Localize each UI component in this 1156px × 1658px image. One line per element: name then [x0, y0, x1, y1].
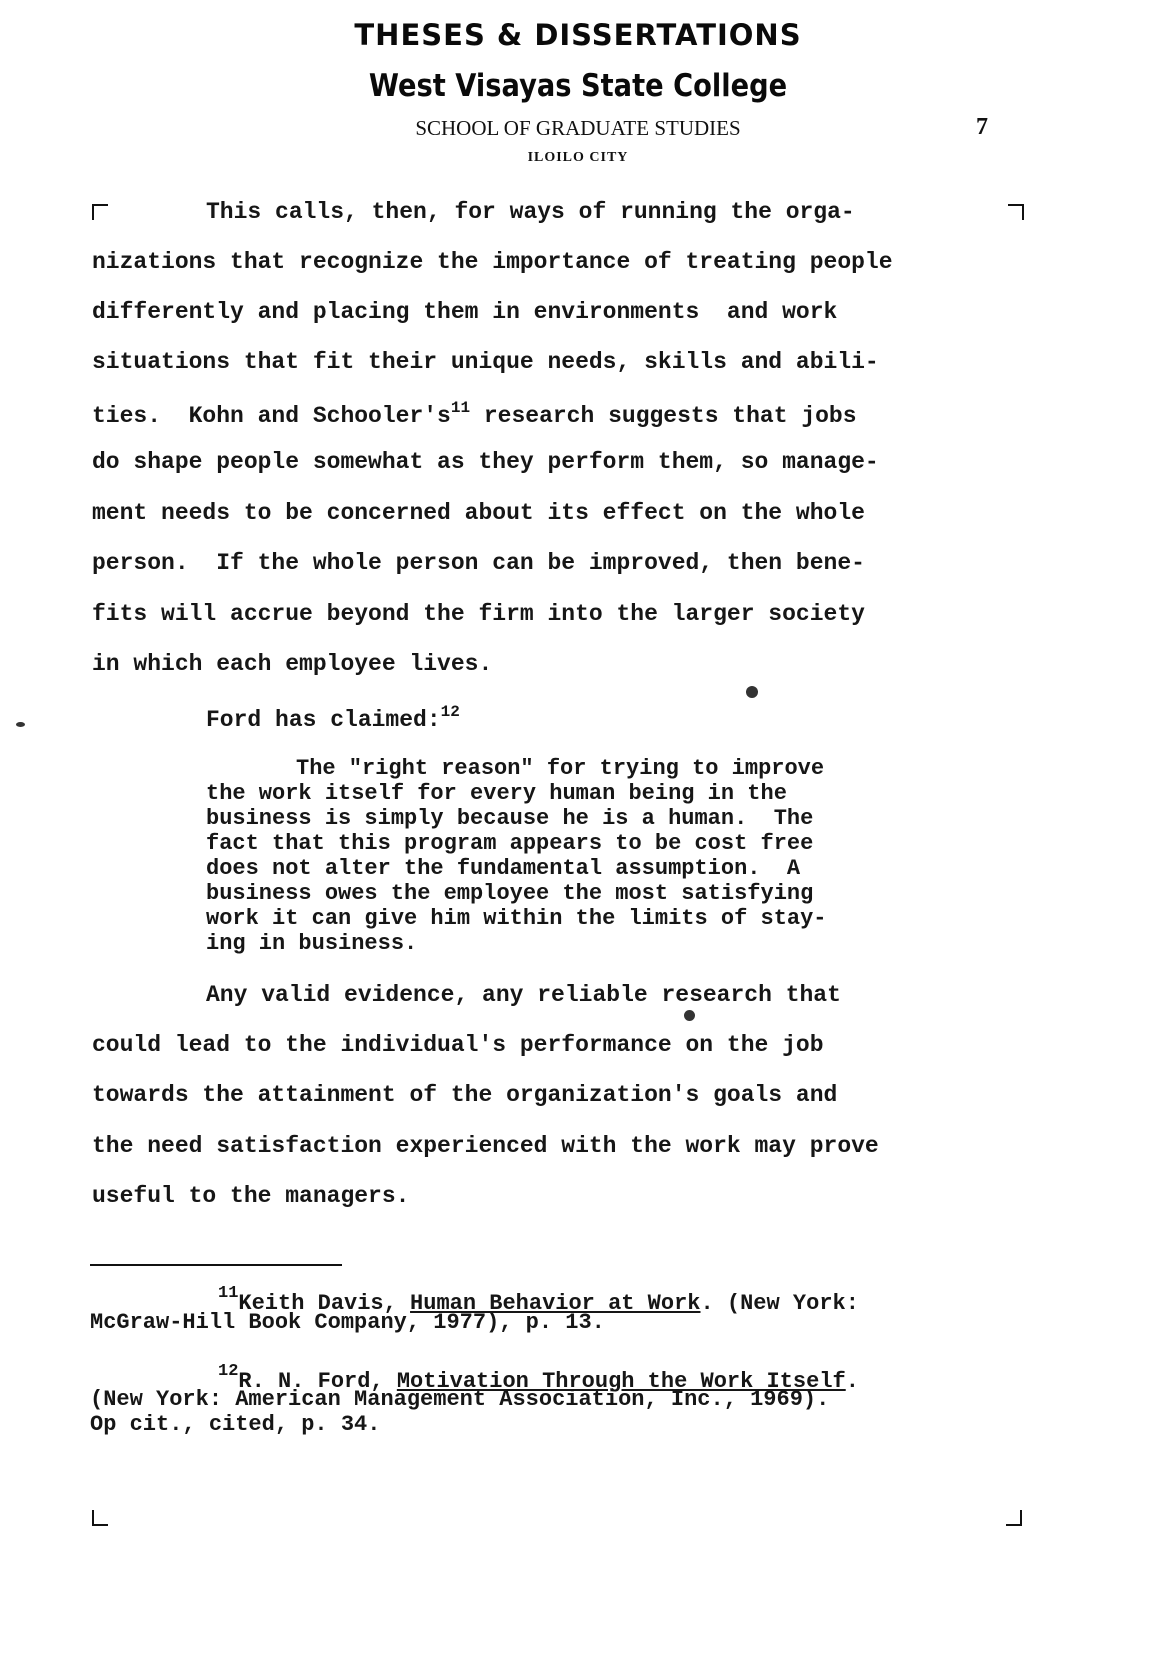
paragraph-line: ties. Kohn and $Schooler's^{11}$ research suggests that jobs	[92, 399, 857, 429]
crop-mark-bottom-right	[1006, 1510, 1022, 1526]
paragraph-line: could lead to the individual's performance on the job	[92, 1032, 824, 1058]
quote-line: the work itself for every human being in the	[206, 781, 787, 806]
paragraph-line: situations that fit their unique needs, skills and abili-	[92, 349, 879, 375]
quote-line: does not alter the fundamental assumption. A	[206, 856, 801, 881]
quote-line: The "right reason" for trying to improve	[296, 756, 825, 781]
footnote-12: $^{12}$R. N. Ford, Motivation Through the Work Itself.	[218, 1362, 859, 1394]
paragraph-line: Ford has claimed:$^{12}$	[206, 703, 460, 733]
paragraph-line: person. If the whole person can be improved, then bene-	[92, 550, 865, 576]
footnote-ref-12: 12	[440, 703, 460, 721]
scan-speck	[746, 686, 758, 698]
paragraph-line: in which each employee lives.	[92, 651, 493, 677]
footnote-11-line: McGraw-Hill Book Company, 1977), p. 13.	[90, 1310, 605, 1335]
scan-speck	[16, 722, 25, 727]
paragraph-line: the need satisfaction experienced with the work may prove	[92, 1133, 879, 1159]
city-name: ILOILO CITY	[527, 150, 629, 165]
quote-line: fact that this program appears to be cost free	[206, 831, 814, 856]
footnote-ref-11: 11	[450, 399, 471, 417]
page-number: 7	[976, 114, 988, 140]
cited-title: Motivation Through the Work Itself	[396, 1369, 846, 1394]
crop-mark-top-left	[92, 204, 108, 220]
paragraph-line: nizations that recognize the importance of treating people	[92, 249, 893, 275]
quote-line: business owes the employee the most satisfying	[206, 881, 814, 906]
paragraph-line: Any valid evidence, any reliable research that	[206, 982, 841, 1008]
archive-stamp: THESES & DISSERTATIONS	[354, 18, 802, 52]
crop-mark-bottom-left	[92, 1510, 108, 1526]
paragraph-line: useful to the managers.	[92, 1183, 410, 1209]
paragraph-line: do shape people somewhat as they perform them, so manage-	[92, 449, 879, 475]
footnote-12-line: Op cit., cited, p. 34.	[90, 1412, 381, 1437]
college-name: West Visayas State College	[368, 68, 788, 104]
footnote-separator	[90, 1264, 342, 1266]
paragraph-line: ment needs to be concerned about its effect on the whole	[92, 500, 865, 526]
footnote-11: $^{11}$Keith Davis, Human Behavior at Work. (New York:	[218, 1284, 859, 1316]
paragraph-line: fits will accrue beyond the firm into the larger society	[92, 601, 865, 627]
quote-line: work it can give him within the limits of stay-	[206, 906, 827, 931]
paragraph-line: differently and placing them in environments and work	[92, 299, 838, 325]
quote-line: business is simply because he is a human. The	[206, 806, 814, 831]
paragraph-line: towards the attainment of the organization's goals and	[92, 1082, 838, 1108]
paragraph-line: This calls, then, for ways of running the orga-	[206, 199, 855, 225]
quote-line: ing in business.	[206, 931, 418, 956]
footnote-12-line: (New York: American Management Association, Inc., 1969).	[90, 1387, 830, 1412]
scan-speck	[684, 1010, 695, 1021]
school-name: SCHOOL OF GRADUATE STUDIES	[415, 116, 741, 140]
cited-title: Human Behavior at Work	[410, 1291, 701, 1316]
crop-mark-top-right	[1008, 204, 1024, 220]
